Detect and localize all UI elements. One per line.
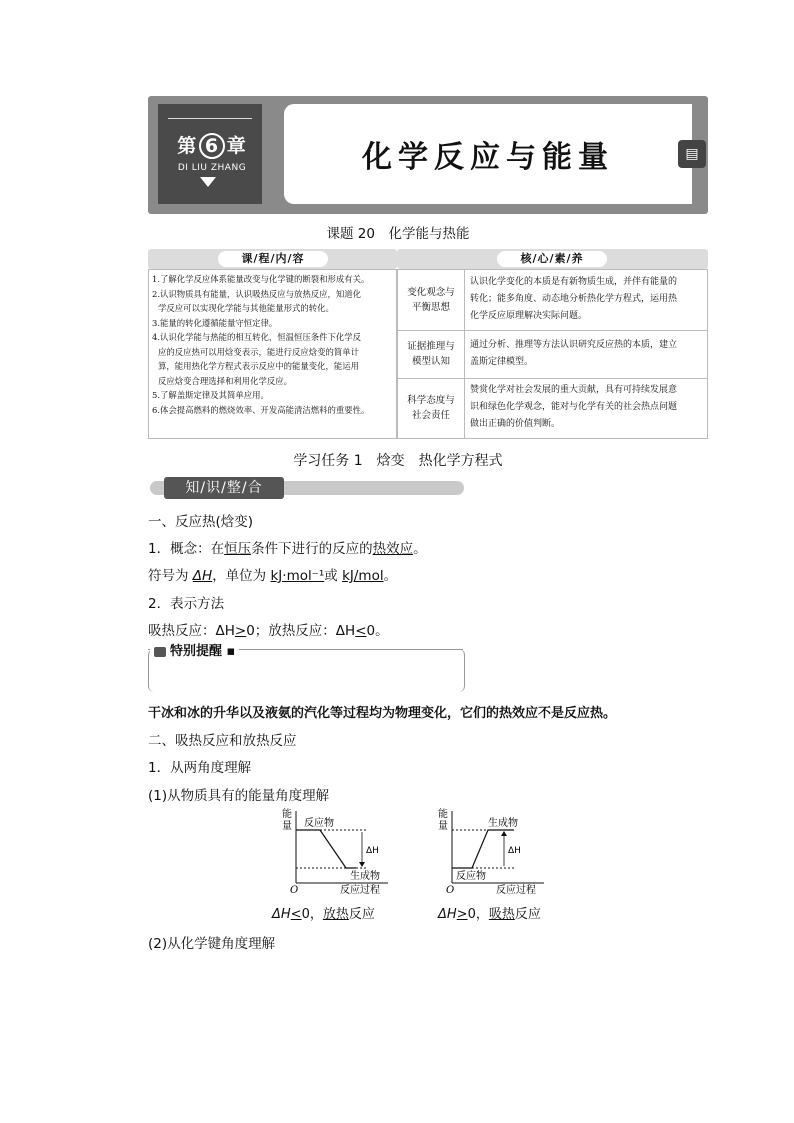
concept-paragraph: 1．概念：在恒压条件下进行的反应的热效应。: [148, 541, 427, 557]
section-label: 知/识/整/合: [164, 477, 284, 499]
product-label: 生成物: [350, 871, 380, 882]
curriculum-content: [148, 269, 397, 439]
heading-representation: 2．表示方法: [148, 596, 225, 612]
exothermic-caption: ΔH<0，放热反应: [272, 907, 375, 922]
curriculum-item: 学反应可以实现化学能与其他能量形式的转化。: [158, 303, 334, 313]
exothermic-diagram: [280, 805, 400, 897]
literacy-label: 证据推理与 模型认知: [398, 330, 465, 378]
x-axis-label: 反应过程: [340, 885, 380, 896]
curriculum-item: 3.能量的转化遵循能量守恒定律。: [152, 317, 278, 328]
chapter-number-circle: [199, 133, 225, 159]
symbol-paragraph: 符号为 ΔH，单位为 kJ·mol⁻¹或 kJ/mol。: [148, 568, 398, 584]
y-axis-label: 量: [282, 821, 292, 832]
chapter-number: 第 6 章: [177, 135, 247, 157]
arrow-head: [501, 831, 507, 836]
note-icon: [154, 647, 166, 657]
lesson-title: 课题 20 化学能与热能: [326, 226, 470, 242]
literacy-text: 通过分析、推理等方法认识研究反应热的本质，建立 盖斯定律模型。: [470, 340, 678, 367]
chapter-title: 化学反应与能量: [362, 140, 614, 175]
literacy-label: 科学态度与 社会责任: [398, 378, 465, 438]
literacy-header-bar: [397, 249, 708, 269]
endothermic-diagram: [436, 805, 556, 897]
curriculum-header: 课/程/内/容: [218, 251, 328, 267]
curriculum-item: 算，能用热化学方程式表示反应中的能量变化，能运用: [158, 361, 359, 371]
y-axis-label: 能: [438, 809, 448, 820]
literacy-label: 变化观念与 平衡思想: [398, 270, 465, 330]
delta-h-label: ΔH: [508, 846, 521, 856]
heading-bond-angle: (2)从化学键角度理解: [148, 936, 276, 952]
tip-label: 特别提醒 ▪: [150, 640, 239, 659]
delta-h-label: ΔH: [366, 846, 379, 856]
curriculum-item: 5.了解盖斯定律及其简单应用。: [152, 390, 269, 400]
sign-paragraph: 吸热反应：ΔH>0；放热反应：ΔH<0。: [148, 623, 389, 639]
literacy-row: [398, 330, 707, 379]
origin-label: O: [446, 885, 455, 896]
product-label: 生成物: [488, 818, 518, 829]
y-axis-label: 能: [282, 809, 292, 820]
y-axis-label: 量: [438, 821, 448, 832]
curriculum-item: 4.认识化学能与热能的相互转化，恒温恒压条件下化学反: [152, 332, 361, 342]
curriculum-item: 反应焓变合理选择和利用化学反应。: [158, 375, 292, 386]
chapter-pinyin: DI LIU ZHANG: [177, 163, 247, 173]
reactant-label: 反应物: [304, 818, 334, 829]
energy-curve: [296, 830, 356, 868]
literacy-text: 认识化学变化的本质是有新物质生成，并伴有能量的 转化；能多角度、动态地分析热化学方程式，运用热 化学反应原理解决实际问题。: [470, 277, 678, 321]
heading-endo-exo: 二、吸热反应和放热反应: [148, 733, 297, 749]
x-axis-label: 反应过程: [496, 885, 536, 896]
curriculum-header-bar: [148, 249, 397, 269]
arrow-head: [359, 862, 365, 867]
task-title: 学习任务 1 焓变 热化学方程式: [293, 453, 503, 469]
endothermic-caption: ΔH>0，吸热反应: [438, 907, 541, 922]
curriculum-item: 6.体会提高燃料的燃烧效率、开发高能清洁燃料的重要性。: [152, 404, 370, 415]
heading-reaction-heat: 一、反应热(焓变): [148, 514, 254, 530]
curriculum-item: 2.认识物质具有能量，认识吸热反应与放热反应，知道化: [152, 288, 361, 299]
origin-label: O: [290, 885, 299, 896]
curriculum-item: 1.了解化学反应体系能量改变与化学键的断裂和形成有关。: [152, 274, 370, 284]
literacy-row: [398, 378, 707, 438]
heading-energy-angle: (1)从物质具有的能量角度理解: [148, 788, 330, 804]
book-icon: ▤: [678, 140, 706, 168]
badge-decoration: [168, 118, 252, 119]
literacy-row: [398, 270, 707, 331]
chevron-down-icon: [200, 177, 216, 187]
literacy-table: [397, 269, 708, 439]
curriculum-item: 应的反应热可以用焓变表示，能进行反应焓变的简单计: [158, 346, 359, 357]
tip-text: 干冰和冰的升华以及液氨的汽化等过程均为物理变化，它们的热效应不是反应热。: [148, 706, 617, 721]
reactant-label: 反应物: [456, 871, 486, 882]
literacy-text: 赞赏化学对社会发展的重大贡献，具有可持续发展意 识和绿色化学观念，能对与化学有关的社会热点问题 做出正确的价值判断。: [470, 385, 678, 429]
heading-two-angles: 1．从两角度理解: [148, 760, 252, 776]
literacy-header: 核/心/素/养: [497, 251, 607, 267]
